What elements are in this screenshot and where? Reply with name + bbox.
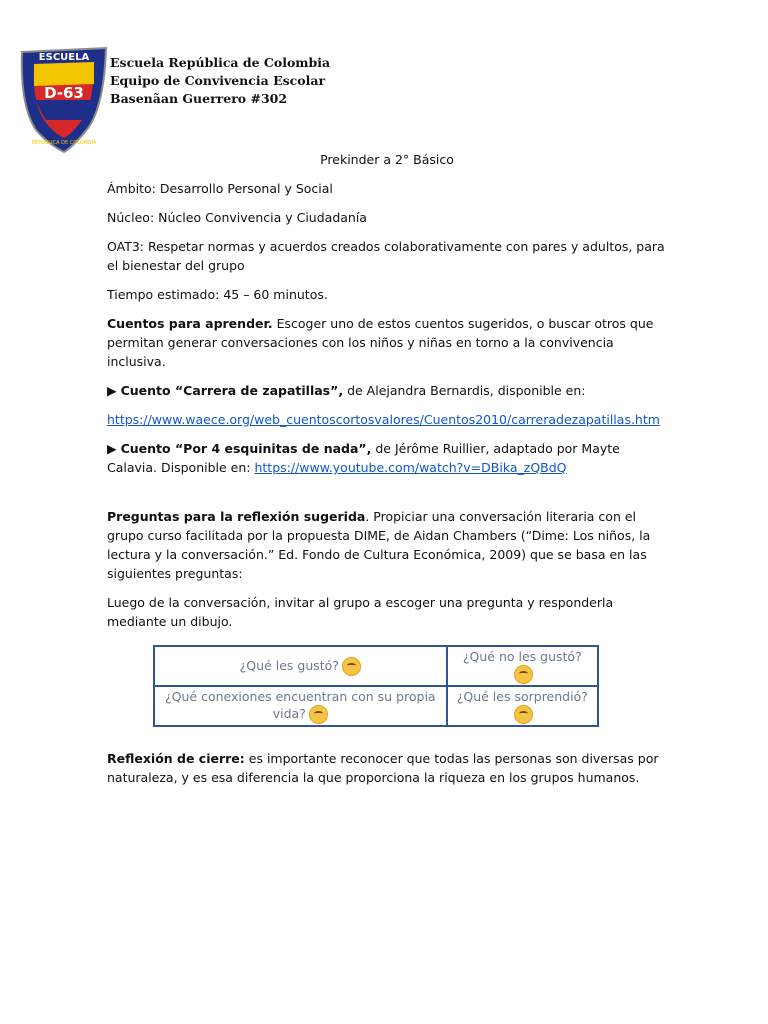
preguntas-label: Preguntas para la reflexión sugerida: [107, 509, 366, 524]
spacer: [107, 487, 667, 507]
school-address: Basenãan Guerrero #302: [110, 91, 288, 106]
questions-table: [153, 645, 599, 727]
story1-link[interactable]: https://www.waece.org/web_cuentoscortosvalores/Cuentos2010/carreradezapatillas.htm: [107, 412, 660, 427]
question-cell: [447, 646, 598, 686]
story2-text: de Jérôme Ruillier, adaptado por Mayte Calavia. Disponible en:: [107, 441, 620, 475]
document-header: [18, 44, 338, 154]
question-text: ¿Qué conexiones encuentran con su propia vida?: [165, 688, 436, 721]
thinking-face-icon: [514, 705, 533, 724]
cierre-paragraph: [107, 749, 667, 787]
cuentos-label: Cuentos para aprender.: [107, 316, 273, 331]
cuentos-paragraph: [107, 314, 667, 371]
luego-paragraph: Luego de la conversación, invitar al grupo a escoger una pregunta y responderla mediante un dibujo.: [107, 595, 614, 629]
question-cell: [154, 686, 447, 726]
question-cell: [447, 686, 598, 726]
oat-line: OAT3: Respetar normas y acuerdos creados colaborativamente con pares y adultos, para el bienestar del grupo: [107, 239, 665, 273]
table-row: [154, 646, 598, 686]
document-body: [107, 150, 667, 797]
pensive-face-icon: [514, 665, 533, 684]
cierre-text: es importante reconocer que todas las personas son diversas por naturaleza, y es esa diferencia la que proporciona la riqueza en los grupos humanos.: [107, 751, 659, 785]
cierre-label: Reflexión de cierre:: [107, 751, 245, 766]
grade-level: Prekinder a 2° Básico: [320, 152, 454, 167]
tiempo-line: Tiempo estimado: 45 – 60 minutos.: [107, 287, 328, 302]
story1-text: de Alejandra Bernardis, disponible en:: [343, 383, 586, 398]
question-text: ¿Qué les sorprendió?: [456, 688, 588, 704]
school-team: Equipo de Convivencia Escolar: [110, 73, 326, 88]
cuentos-text: Escoger uno de estos cuentos sugeridos, o buscar otros que permitan generar conversaciones con los niños y niñas en torno a la convivencia inclusiva.: [107, 316, 654, 369]
question-text: ¿Qué les gustó?: [239, 657, 339, 673]
story2-link[interactable]: https://www.youtube.com/watch?v=DBika_zQBdQ: [254, 460, 567, 475]
school-crest-logo: [18, 44, 110, 154]
crest-top-text: ESCUELA: [38, 52, 90, 63]
story1-title: Cuento “Carrera de zapatillas”,: [120, 383, 344, 398]
story2-paragraph: [107, 439, 667, 477]
kissing-face-icon: [309, 705, 328, 724]
nucleo-line: Núcleo: Núcleo Convivencia y Ciudadanía: [107, 210, 367, 225]
crest-ring-text: REPÚBLICA DE COLOMBIA: [31, 140, 97, 146]
story1-link-paragraph: [107, 410, 667, 429]
smiling-face-icon: [342, 657, 361, 676]
preguntas-paragraph: [107, 507, 667, 583]
story2-title: Cuento “Por 4 esquinitas de nada”,: [120, 441, 372, 456]
story1-paragraph: [107, 381, 667, 400]
table-row: [154, 686, 598, 726]
play-bullet-icon: ▶: [107, 441, 121, 456]
school-info: [110, 54, 330, 108]
question-cell: [154, 646, 447, 686]
school-name: Escuela República de Colombia: [110, 55, 331, 70]
preguntas-text: . Propiciar una conversación literaria con el grupo curso facilitada por la propuesta DIME, de Aidan Chambers (“Dime: Los niños, la lectura y la conversación.” Ed. Fondo de Cultura Económica, 2009) que se basa en las siguientes preguntas:: [107, 509, 651, 581]
ambito-line: Ámbito: Desarrollo Personal y Social: [107, 181, 333, 196]
play-bullet-icon: ▶: [107, 383, 121, 398]
crest-number-text: D-63: [44, 84, 84, 102]
question-text: ¿Qué no les gustó?: [462, 648, 582, 664]
